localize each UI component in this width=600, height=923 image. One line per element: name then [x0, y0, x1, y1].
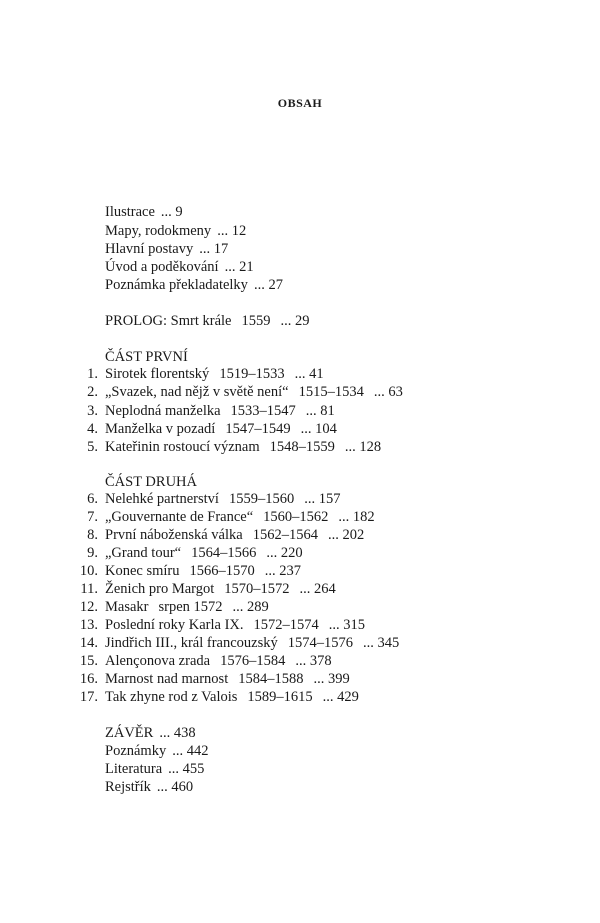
part-heading: ČÁST DRUHÁ — [105, 474, 197, 490]
toc-entry: Ilustrace ... 9 — [105, 204, 183, 220]
page-title: OBSAH — [277, 96, 323, 110]
toc-chapter: První náboženská válka 1562–1564 ... 202 — [105, 527, 365, 543]
toc-chapter: Poslední roky Karla IX. 1572–1574 ... 315 — [105, 617, 366, 633]
chapter-number: 7. — [87, 509, 98, 525]
toc-entry: Literatura ... 455 — [105, 761, 205, 777]
chapter-number: 1. — [87, 366, 98, 382]
toc-entry: Poznámka překladatelky ... 27 — [105, 277, 283, 293]
chapter-number: 15. — [79, 653, 98, 669]
toc-entry: Mapy, rodokmeny ... 12 — [105, 223, 247, 239]
toc-chapter: Tak zhyne rod z Valois 1589–1615 ... 429 — [105, 689, 359, 705]
toc-chapter: „Grand tour“ 1564–1566 ... 220 — [105, 545, 303, 561]
toc-chapter: Manželka v pozadí 1547–1549 ... 104 — [105, 421, 337, 437]
toc-chapter: Nelehké partnerství 1559–1560 ... 157 — [105, 491, 341, 507]
toc-entry: ZÁVĚR ... 438 — [105, 725, 196, 741]
toc-entry: Rejstřík ... 460 — [105, 779, 194, 795]
toc-chapter: Marnost nad marnost 1584–1588 ... 399 — [105, 671, 350, 687]
chapter-number: 10. — [79, 563, 98, 579]
toc-chapter: Alençonova zrada 1576–1584 ... 378 — [105, 653, 332, 669]
chapter-number: 3. — [87, 403, 98, 419]
toc-entry: Hlavní postavy ... 17 — [105, 241, 229, 257]
toc-chapter: Masakr srpen 1572 ... 289 — [105, 599, 269, 615]
chapter-number: 5. — [87, 439, 98, 455]
chapter-number: 14. — [79, 635, 98, 651]
chapter-number: 17. — [79, 689, 98, 705]
chapter-number: 6. — [87, 491, 98, 507]
toc-chapter: Jindřich III., král francouzský 1574–1576 ... 345 — [105, 635, 400, 651]
chapter-number: 12. — [79, 599, 98, 615]
chapter-number: 2. — [87, 384, 98, 400]
toc-chapter: Kateřinin rostoucí význam 1548–1559 ... 128 — [105, 439, 382, 455]
chapter-number: 8. — [87, 527, 98, 543]
toc-entry: Poznámky ... 442 — [105, 743, 209, 759]
chapter-number: 16. — [79, 671, 98, 687]
chapter-number: 9. — [87, 545, 98, 561]
chapter-number: 4. — [87, 421, 98, 437]
toc-chapter: „Gouvernante de France“ 1560–1562 ... 182 — [105, 509, 375, 525]
toc-chapter: Neplodná manželka 1533–1547 ... 81 — [105, 403, 335, 419]
toc-chapter: Sirotek florentský 1519–1533 ... 41 — [105, 366, 324, 382]
toc-prolog: PROLOG: Smrt krále 1559 ... 29 — [105, 313, 310, 329]
chapter-number: 11. — [80, 581, 98, 597]
toc-chapter: Ženich pro Margot 1570–1572 ... 264 — [105, 581, 336, 597]
part-heading: ČÁST PRVNÍ — [105, 349, 188, 365]
chapter-number: 13. — [79, 617, 98, 633]
toc-chapter: Konec smíru 1566–1570 ... 237 — [105, 563, 301, 579]
toc-chapter: „Svazek, nad nějž v světě není“ 1515–1534 ... 63 — [105, 384, 403, 400]
toc-entry: Úvod a poděkování ... 21 — [105, 259, 254, 275]
